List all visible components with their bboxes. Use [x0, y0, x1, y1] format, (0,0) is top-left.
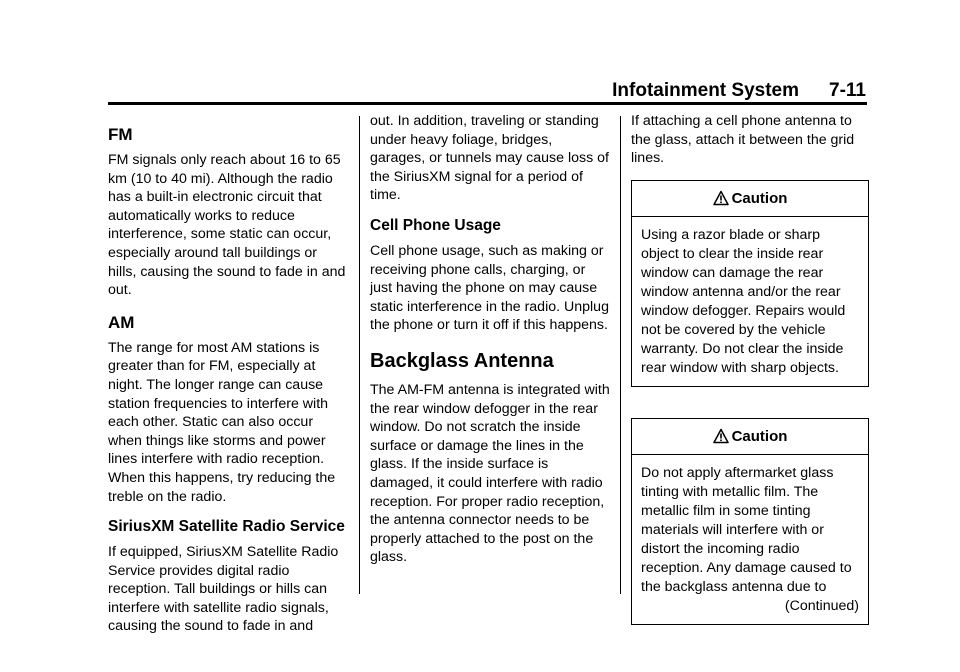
sirius-continued-paragraph: out. In addition, traveling or standing under heavy foliage, bridges, garages, or tunnels may cause loss of the SiriusXM signal for a period of time. [370, 113, 609, 204]
caution-triangle-icon [713, 190, 729, 206]
column-divider-1 [359, 116, 360, 594]
backglass-antenna-heading: Backglass Antenna [370, 349, 554, 372]
caution-header-2 [632, 419, 868, 455]
caution-header-1 [632, 181, 868, 217]
section-title: Infotainment System [612, 80, 800, 101]
column-1 [108, 112, 348, 640]
column-3 [631, 112, 871, 625]
sirius-heading: SiriusXM Satellite Radio Service [108, 518, 345, 536]
antenna-intro-paragraph: If attaching a cell phone antenna to the glass, attach it between the grid lines. [631, 113, 855, 167]
cell-phone-paragraph: Cell phone usage, such as making or receiving phone calls, charging, or just having the phone on may cause static interference in the radio. Unplug the phone or turn it off if this happens. [370, 242, 609, 334]
am-heading: AM [108, 312, 135, 332]
caution-triangle-icon [713, 428, 729, 444]
backglass-antenna-paragraph: The AM-FM antenna is integrated with the rear window defogger in the rear window. Do not scratch the inside surface or damage the lines in the glass. If the inside surface is damaged, it could interfere with radio reception. For proper radio reception, the antenna connector needs to be properly attached to the post on the glass. [370, 381, 610, 566]
caution-box-2 [631, 418, 869, 625]
caution-text-1: Using a razor blade or sharp object to clear the inside rear window can damage the rear window antenna and/or the rear window defogger. Repairs would not be covered by the vehicle warranty. Do not clear the inside rear window with sharp objects. [641, 226, 846, 376]
caution-label-1: Caution [731, 189, 788, 207]
caution-text-2: Do not apply aftermarket glass tinting with metallic film. The metallic film in some tinting materials will interfere with or distort the incoming radio reception. Any damage caused to the backglass antenna due to [641, 464, 852, 595]
am-paragraph: The range for most AM stations is greater than for FM, especially at night. The longer range can cause station frequencies to interfere with each other. Static can also occur when things like storms and power lines interfere with radio reception. When this happens, try reducing the treble on the radio. [108, 339, 336, 505]
cell-phone-heading: Cell Phone Usage [370, 216, 501, 234]
fm-heading: FM [108, 125, 133, 144]
column-2 [370, 112, 610, 571]
caution-label-2: Caution [731, 427, 788, 445]
column-divider-2 [620, 116, 621, 594]
sirius-paragraph: If equipped, SiriusXM Satellite Radio Service provides digital radio reception. Tall buildings or hills can interfere with satellite radio signals, causing the sound to fade in and [108, 544, 339, 635]
continued-label: (Continued) [784, 597, 859, 614]
page-header [0, 80, 866, 102]
caution-box-2-body [632, 455, 868, 624]
header-rule [108, 102, 867, 105]
caution-box-1 [631, 180, 869, 387]
fm-paragraph: FM signals only reach about 16 to 65 km (10 to 40 mi). Although the radio has a built-in electronic circuit that automatically works to reduce interference, some static can occur, especially around tall buildings or hills, causing the sound to fade in and out. [108, 152, 346, 299]
page-number: 7-11 [829, 80, 866, 101]
